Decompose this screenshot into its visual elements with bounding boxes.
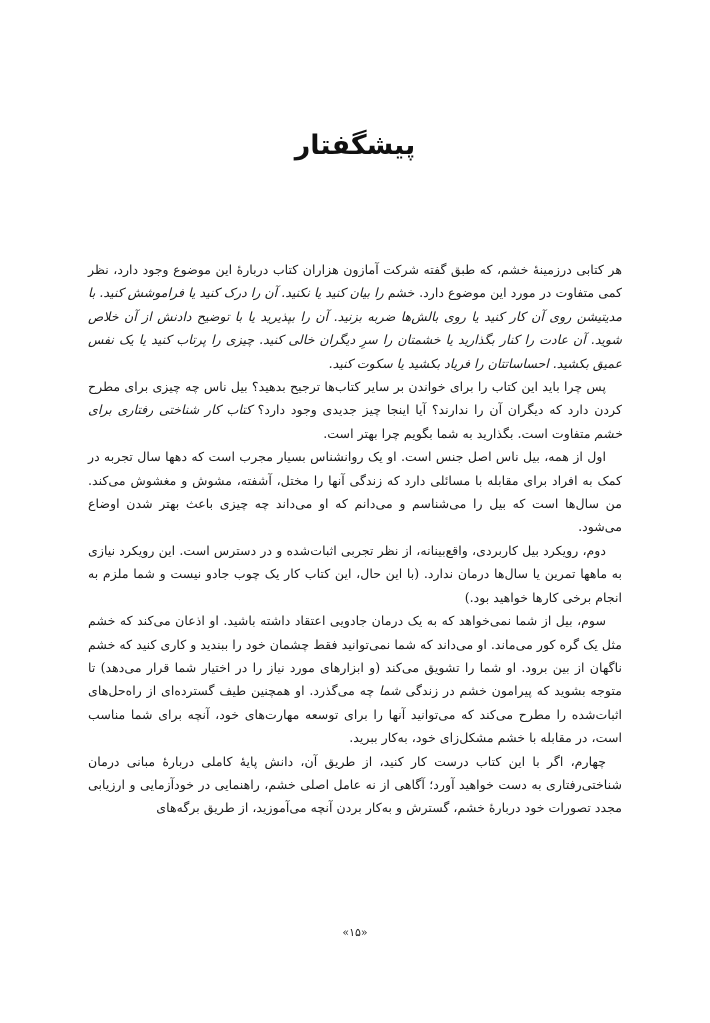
- paragraph-2-span-2: کتاب کار شناختی رفتاری برای خشم: [88, 402, 622, 441]
- paragraph-3-span-1: اول از همه، بیل ناس اصل جنس است. او یک روانشناس بسیار مجرب است که دهها سال تجربه در کمک به افراد برای مقابله با مسائلی دارد که زندگی آنها را مختل، آشفته، مشوش و مغشوش می‌کند. من سال‌ها است که بیل را می‌شناسم و می‌دانم که او می‌داند چه چیزی باعث بهتر شدن اوضاع می‌شود.: [88, 449, 622, 535]
- paragraph-1-span-2: را بیان کنید یا نکنید. آن را درک کنید یا فراموشش کنید. با مدیتیشن روی آن کار کنید یا روی بالش‌ها ضربه بزنید. آن را بپذیرید یا با توضیح دادنش از آن خلاص شوید. آن عادت را کنار بگذارید یا خشمتان را سرِ دیگران خالی کنید. چیزی را پرتاب کنید یا یک نفس عمیق بکشید. احساساتتان را فریاد بکشید یا سکوت کنید.: [88, 285, 622, 371]
- paragraph-1-span-1: هر کتابی درزمینهٔ خشم، که طبق گفته شرکت آمازون هزاران کتاب دربارهٔ این موضوع وجود دارد، نظر کمی متفاوت در مورد این موضوع دارد. خشم: [88, 262, 622, 301]
- paragraph-3: [88, 445, 622, 539]
- body-text: [88, 258, 622, 820]
- page-number: «۱۵»: [342, 926, 368, 939]
- paragraph-1: [88, 258, 622, 375]
- page-title: پیشگفتار: [294, 130, 416, 162]
- paragraph-2: [88, 375, 622, 445]
- paragraph-2-span-3: متفاوت است. بگذارید به شما بگویم چرا بهتر است.: [323, 425, 595, 441]
- paragraph-5-span-1: سوم، بیل از شما نمی‌خواهد که به یک درمان جادویی اعتقاد داشته باشید. او اذعان می‌کند که خشم مثل یک گره کور می‌ماند. او می‌داند که شما نمی‌توانید فقط چشمان خود را ببندید و کاری کنید که خشم ناگهان از بین برود. او شما را تشویق می‌کند (و ابزارهای مورد نیاز را در اختیار شما قرار می‌دهد) تا متوجه بشوید که پیرامون خشم در زندگی: [88, 613, 622, 699]
- paragraph-6-span-1: چهارم، اگر با این کتاب درست کار کنید، از طریق آن، دانش پایهٔ کاملی دربارهٔ مبانی درمان شناختی‌رفتاری به دست خواهید آورد؛ آگاهی از نه عامل اصلی خشم، راهنمایی در خودآزمایی و ارزیابی مجدد تصورات خود دربارهٔ خشم، گسترش و به‌کار بردن آنچه می‌آموزید، از طریق برگه‌های: [88, 753, 622, 816]
- paragraph-4: [88, 539, 622, 609]
- paragraph-5-span-3: چه می‌گذرد. او همچنین طیف گسترده‌ای از راه‌حل‌های اثبات‌شده را مطرح می‌کند که می‌توانید آنها را برای توسعه مهارت‌های خود، آنچه برای شما مناسب است، در مقابله با خشم مشکل‌زای خود، به‌کار ببرید.: [88, 683, 622, 746]
- paragraph-5: [88, 609, 622, 749]
- paragraph-5-span-2: شما: [379, 683, 401, 699]
- paragraph-4-span-1: دوم، رویکرد بیل کاربردی، واقع‌بینانه، از نظر تجربی اثبات‌شده و در دسترس است. این رویکرد نیازی به ماهها تمرین یا سال‌ها درمان ندارد. (با این حال، این کتاب کار یک چوب جادو نیست و شما ملزم به انجام برخی کارها خواهید بود.): [88, 542, 622, 605]
- paragraph-2-span-1: پس چرا باید این کتاب را برای خواندن بر سایر کتاب‌ها ترجیح بدهید؟ بیل ناس چه چیزی برای مطرح کردن دارد که دیگران آن را ندارند؟ آیا اینجا چیز جدیدی وجود دارد؟: [88, 379, 622, 418]
- paragraph-6: [88, 750, 622, 820]
